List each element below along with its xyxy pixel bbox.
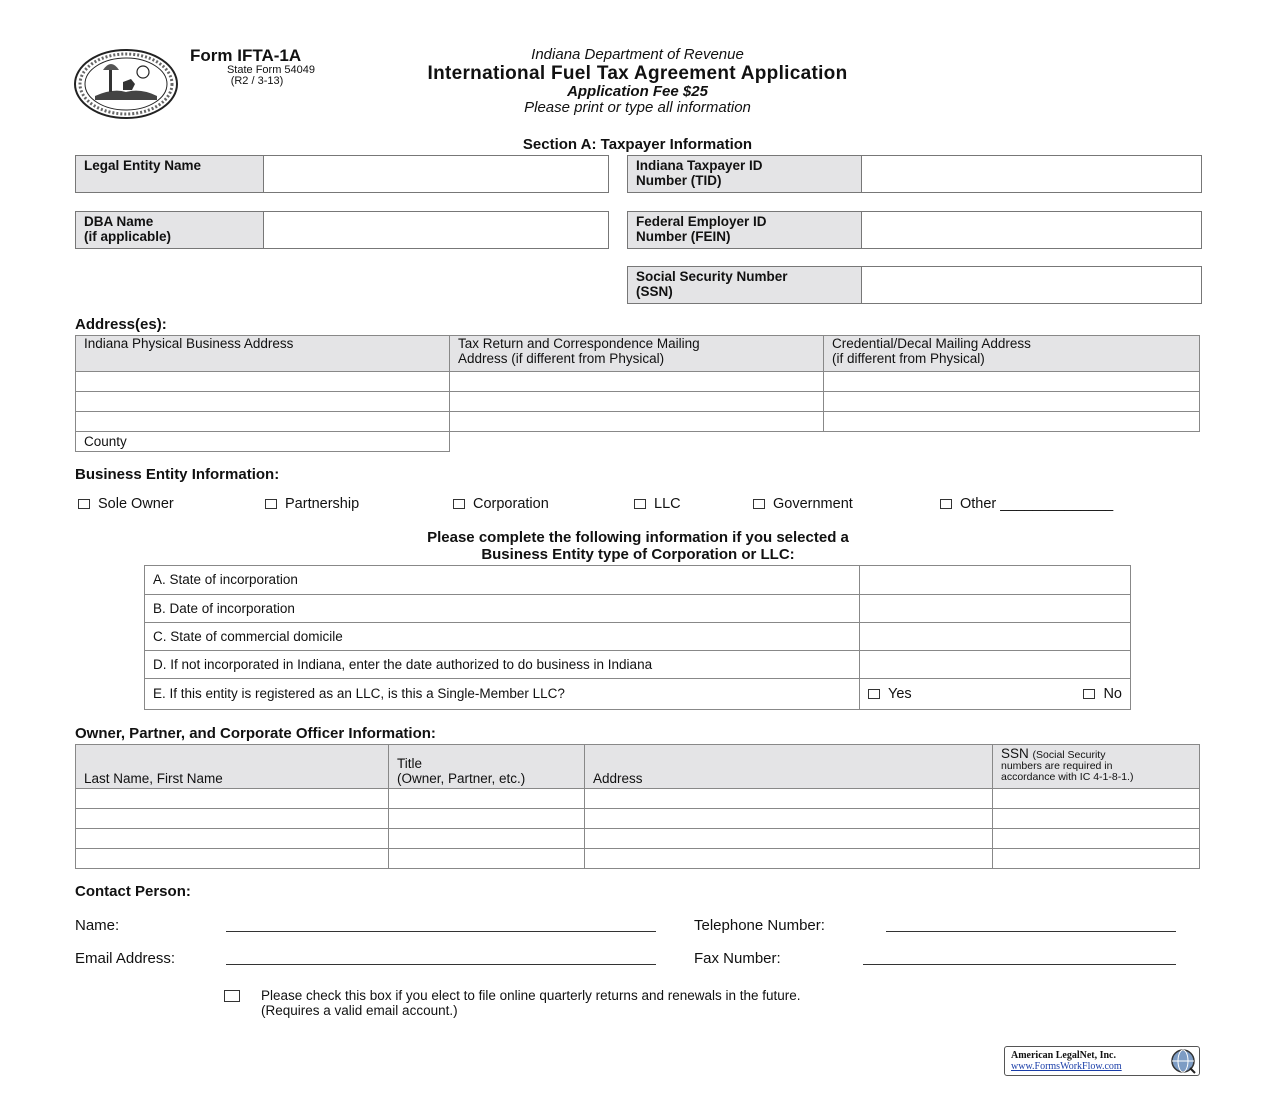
address-col-credential-line2: (if different from Physical) (832, 351, 985, 366)
address-col-credential-line1: Credential/Decal Mailing Address (832, 336, 1031, 351)
owners-table (75, 744, 1200, 869)
owner-col-title-line1: Title (397, 756, 423, 771)
owner-col-ssn (993, 745, 1200, 789)
ssn-label (628, 267, 862, 303)
owner-cell[interactable] (76, 849, 389, 869)
owner-col-title (389, 745, 585, 789)
tid-field (627, 155, 1202, 193)
address-cell[interactable] (76, 372, 450, 392)
owner-col-ssn-label: SSN (1001, 746, 1029, 761)
address-col-physical: Indiana Physical Business Address (76, 336, 450, 372)
corporation-table (144, 565, 1131, 710)
checkbox-icon[interactable] (1083, 689, 1095, 699)
address-col-mailing (450, 336, 824, 372)
owner-cell[interactable] (585, 789, 993, 809)
county-field[interactable]: County (76, 432, 450, 452)
logo-website: www.FormsWorkFlow.com (1011, 1061, 1122, 1072)
application-fee: Application Fee $25 (567, 83, 708, 100)
tid-input[interactable] (862, 156, 1201, 192)
address-cell[interactable] (450, 392, 824, 412)
dba-name-input[interactable] (264, 212, 608, 248)
contact-name-label: Name: (75, 917, 120, 934)
address-row (76, 392, 1200, 412)
corp-row-label: B. Date of incorporation (145, 595, 860, 623)
address-cell[interactable] (76, 412, 450, 432)
owner-col-ssn-note-line3: accordance with IC 4-1-8-1.) (1001, 771, 1134, 783)
tid-label (628, 156, 862, 192)
address-row (76, 372, 1200, 392)
entity-option-government[interactable] (753, 496, 853, 512)
ssn-label-line1: Social Security Number (636, 269, 788, 284)
online-filing-line2: (Requires a valid email account.) (261, 1003, 458, 1018)
address-row (76, 412, 1200, 432)
blank-cell (824, 432, 1200, 452)
owner-cell[interactable] (76, 809, 389, 829)
yes-label: Yes (888, 686, 912, 702)
legal-entity-name-label: Legal Entity Name (76, 156, 264, 192)
dba-name-label-line2: (if applicable) (84, 229, 172, 244)
address-col-credential (824, 336, 1200, 372)
section-a-title: Section A: Taxpayer Information (522, 136, 753, 153)
fein-label-line2: Number (FEIN) (636, 229, 731, 244)
tid-label-line2: Number (TID) (636, 173, 722, 188)
contact-title: Contact Person: (75, 883, 191, 900)
owner-col-address: Address (585, 745, 993, 789)
owners-title: Owner, Partner, and Corporate Officer Information: (75, 725, 436, 742)
entity-option-partnership[interactable] (265, 496, 359, 512)
fein-label-line1: Federal Employer ID (636, 214, 767, 229)
checkbox-icon[interactable] (868, 689, 880, 699)
corp-row-label: E. If this entity is registered as an LLC, is this a Single-Member LLC? (145, 679, 860, 710)
dba-name-label (76, 212, 264, 248)
business-entity-title: Business Entity Information: (75, 466, 280, 483)
checkbox-icon[interactable] (940, 499, 952, 509)
globe-icon (1170, 1048, 1196, 1074)
owner-cell[interactable] (993, 849, 1200, 869)
owner-cell[interactable] (993, 809, 1200, 829)
form-title: International Fuel Tax Agreement Application (427, 63, 848, 84)
owner-cell[interactable] (76, 829, 389, 849)
owner-row (76, 849, 1200, 869)
corporation-note-line2: Business Entity type of Corporation or LLC: (481, 546, 795, 563)
email-label: Email Address: (75, 950, 176, 967)
entity-option-label: Sole Owner (98, 496, 174, 512)
owner-cell[interactable] (389, 809, 585, 829)
corp-row-input[interactable] (860, 566, 1131, 595)
form-number: Form IFTA-1A (190, 46, 302, 65)
address-col-mailing-line2: Address (if different from Physical) (458, 351, 665, 366)
department-name: Indiana Department of Revenue (531, 46, 744, 63)
single-member-yes[interactable] (868, 686, 912, 702)
owner-cell[interactable] (585, 829, 993, 849)
email-line[interactable] (226, 964, 656, 965)
checkbox-icon[interactable] (753, 499, 765, 509)
owner-row (76, 829, 1200, 849)
address-col-mailing-line1: Tax Return and Correspondence Mailing (458, 336, 700, 351)
addresses-table (75, 335, 1200, 452)
address-cell[interactable] (76, 392, 450, 412)
owner-col-title-line2: (Owner, Partner, etc.) (397, 771, 526, 786)
owner-cell[interactable] (993, 789, 1200, 809)
blank-cell (450, 432, 824, 452)
owner-cell[interactable] (389, 829, 585, 849)
owner-col-ssn-note-line2: numbers are required in (1001, 760, 1113, 772)
fein-field (627, 211, 1202, 249)
no-label: No (1103, 686, 1122, 702)
address-cell[interactable] (450, 372, 824, 392)
address-cell[interactable] (450, 412, 824, 432)
owner-col-name: Last Name, First Name (76, 745, 389, 789)
checkbox-icon[interactable] (265, 499, 277, 509)
entity-option-other[interactable] (940, 496, 1113, 512)
owner-row (76, 809, 1200, 829)
entity-option-label: LLC (654, 496, 681, 512)
fax-line[interactable] (863, 964, 1176, 965)
telephone-line[interactable] (886, 931, 1176, 932)
owner-row (76, 789, 1200, 809)
online-filing-line1: Please check this box if you elect to file online quarterly returns and renewals in the future. (261, 988, 801, 1003)
owner-cell[interactable] (585, 809, 993, 829)
corp-row-label: A. State of incorporation (145, 566, 860, 595)
online-filing-checkbox[interactable] (224, 990, 240, 1002)
telephone-label: Telephone Number: (694, 917, 825, 934)
logo-company: American LegalNet, Inc. (1011, 1050, 1116, 1061)
single-member-llc-options (860, 679, 1131, 710)
address-cell[interactable] (824, 392, 1200, 412)
entity-option-label: Government (773, 496, 853, 512)
address-cell[interactable] (824, 412, 1200, 432)
ssn-input[interactable] (862, 267, 1201, 303)
entity-option-corporation[interactable] (453, 496, 549, 512)
online-filing-text (261, 988, 801, 1018)
corp-row-input[interactable] (860, 623, 1131, 651)
checkbox-icon[interactable] (78, 499, 90, 509)
corp-row-input[interactable] (860, 651, 1131, 679)
corp-row-label: C. State of commercial domicile (145, 623, 860, 651)
corp-row-input[interactable] (860, 595, 1131, 623)
owner-cell[interactable] (76, 789, 389, 809)
entity-option-llc[interactable] (634, 496, 681, 512)
corp-row-label: D. If not incorporated in Indiana, enter the date authorized to do business in Indiana (145, 651, 860, 679)
ssn-label-line2: (SSN) (636, 284, 673, 299)
owner-cell[interactable] (389, 789, 585, 809)
legal-entity-name-input[interactable] (264, 156, 608, 192)
state-form-number: State Form 54049 (226, 64, 316, 76)
fax-label: Fax Number: (694, 950, 781, 967)
indiana-state-seal (73, 48, 179, 120)
checkbox-icon[interactable] (634, 499, 646, 509)
print-instructions: Please print or type all information (524, 99, 751, 116)
owner-cell[interactable] (389, 849, 585, 869)
single-member-no[interactable] (1083, 679, 1122, 709)
entity-option-label: Other ______________ (960, 496, 1114, 512)
contact-name-line[interactable] (226, 931, 656, 932)
address-cell[interactable] (824, 372, 1200, 392)
owner-cell[interactable] (993, 829, 1200, 849)
entity-option-sole-owner[interactable] (78, 496, 174, 512)
dba-name-label-line1: DBA Name (84, 214, 154, 229)
entity-option-label: Corporation (473, 496, 549, 512)
legal-entity-name-field (75, 155, 609, 193)
entity-option-label: Partnership (285, 496, 360, 512)
owner-col-ssn-note-line1: (Social Security (1032, 749, 1106, 761)
corporation-note-line1: Please complete the following information if you selected a (427, 529, 849, 546)
fein-label (628, 212, 862, 248)
ssn-field (627, 266, 1202, 304)
tid-label-line1: Indiana Taxpayer ID (636, 158, 763, 173)
american-legalnet-logo[interactable] (1004, 1046, 1200, 1076)
dba-name-field (75, 211, 609, 249)
form-revision: (R2 / 3-13) (230, 75, 284, 87)
owner-cell[interactable] (585, 849, 993, 869)
checkbox-icon[interactable] (453, 499, 465, 509)
fein-input[interactable] (862, 212, 1201, 248)
addresses-title: Address(es): (75, 316, 167, 333)
county-row (76, 432, 1200, 452)
